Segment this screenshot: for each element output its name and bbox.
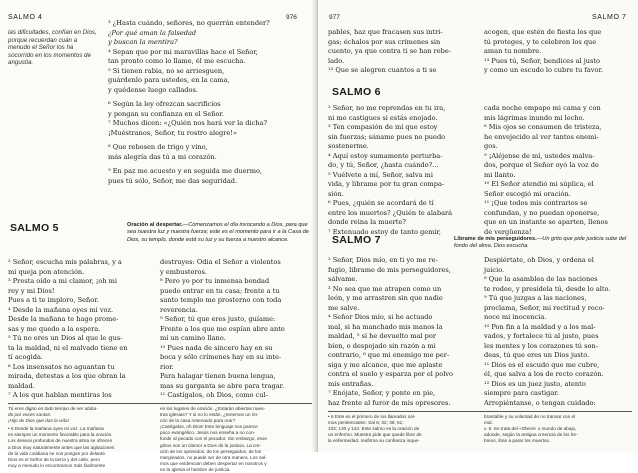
- verse-line: mal, si ha manchado mis manos la: [328, 322, 443, 331]
- verse-line: me salve.: [328, 303, 360, 312]
- verse-line: ⁷ Extenuado estoy de tanto gemir,: [328, 227, 442, 236]
- footnote-line: en la Iglesia el hambre de justicia.: [160, 466, 231, 472]
- footnotes-left-column-1: [8, 406, 154, 469]
- verse-line: haz frente al furor de mis opresores.: [328, 398, 451, 407]
- footnote-divider: [8, 403, 312, 404]
- footnote-line: mal.: [484, 420, 493, 426]
- verse-line: deas, tú que eres un Dios justo.: [484, 351, 590, 359]
- verse-line: ² Señor, escucha mis palabras, y a: [8, 258, 122, 266]
- verse-line: sostenerme.: [328, 142, 369, 150]
- verse-line: lado.: [328, 56, 345, 65]
- verse-line: Pues a ti te imploro, Señor.: [8, 296, 99, 304]
- running-header-left: SALMO 4: [8, 14, 43, 21]
- psalm-4-verses: [108, 19, 313, 186]
- footnote-line: de la vida cotidiana se nos pongan por delante.: [8, 450, 107, 456]
- running-header-right: SALMO 7: [592, 14, 627, 21]
- verse-line: mas su garganta se abre para tragar.: [160, 381, 285, 390]
- verse-line: mi llanto.: [484, 170, 516, 179]
- footnote-line: v. 6. Se trata del «Sheol» o mundo de abajo,: [484, 426, 577, 432]
- verse-line: ⁷ A los que hablan mentiras los: [8, 391, 112, 399]
- footnotes-left-column-2: [160, 406, 312, 473]
- verse-line: ⁹ Señor, tú que eres justo, guíame:: [160, 315, 276, 323]
- verse-line: vida, y librame por tu gran compa-: [328, 180, 445, 188]
- verse-line: Señor escogió mi oración.: [484, 189, 571, 198]
- verse-line: ⁹ En paz me acuesto y en seguida me duermo,: [108, 167, 263, 175]
- footnote-line: a Dios muy naturalmente antes que las agitaciones: [8, 444, 115, 450]
- verse-line: mirada, detestas a los que obran la: [8, 372, 126, 380]
- verse-line: ⁸ Mis ojos se consumen de tristeza,: [484, 123, 602, 131]
- verse-line: maldad.: [8, 381, 35, 390]
- verse-line: ¹³ Pues tú, Señor, bendices al justo: [484, 56, 600, 65]
- verse-line: tú proteges, y te celebren los que: [484, 37, 597, 46]
- verse-line: que en un instante se aparten, llenos: [484, 218, 608, 226]
- verse-line: aman tu nombre.: [484, 47, 542, 55]
- verse-line: Para halagar tienen buena lengua,: [160, 372, 276, 380]
- footnotes-right-column-2: [484, 414, 632, 444]
- verse-line: siempre para castigar.: [484, 389, 559, 397]
- psalm-7-title: SALMO 7: [332, 234, 381, 246]
- footnote-line: adonde, según la antigua creencia de los he-: [484, 432, 578, 438]
- psalm-7-intro: [454, 236, 630, 251]
- verse-line: ⁴ Señor Dios mío, si he actuado: [328, 313, 433, 321]
- psalm-5-column-2: [160, 258, 312, 401]
- verse-line: mis lágrimas inundo mi lecho.: [484, 113, 585, 122]
- footnote-line: breos, iban a parar los muertos.: [484, 438, 551, 444]
- footnote-line: gritos son un clamor a Dios de la justicia. La cre-: [160, 442, 262, 448]
- footnote-line: • 5 Desde la mañana oyes mi voz. La mañana: [8, 426, 104, 432]
- verse-line: rior.: [160, 362, 174, 371]
- verse-line: cada noche empapo mi cama y con: [484, 104, 601, 112]
- verse-line: ⁷ Enójate, Señor, y ponte en pie,: [328, 389, 436, 397]
- verse-line: ⁵ Vuélvete a mí, Señor, salva mi: [328, 170, 433, 179]
- left-page: [0, 0, 318, 472]
- verse-line: ² Señor, Dios mío, en ti yo me re-: [328, 256, 438, 264]
- verse-line: sas y me quedo a la espera.: [8, 324, 101, 333]
- footnote-line: brantable y su voluntad de no transar con el: [484, 414, 576, 419]
- psalm-7-intro-heading: Librame de mis perseguidores.: [454, 236, 537, 242]
- verse-line: mí un camino llano.: [160, 334, 226, 342]
- verse-line: ¹⁰ El Señor atendió mi súplica, el: [484, 180, 594, 188]
- footnote-line: Tú eres digno en todo tiempo de ser alaba-: [8, 406, 98, 411]
- footnote-line: muy a menudo lo encontramos más fácilmente: [8, 462, 106, 468]
- footnote-line: un enfermo. Muestra pide que quede libre de: [328, 432, 422, 438]
- verse-line: ni me castigues si estás enojado.: [328, 113, 438, 122]
- verse-line: guárdenlo para ustedes, en la cama,: [108, 76, 230, 84]
- footnote-line: la enfermedad, reafirma su confianza inque-: [328, 438, 420, 444]
- footnote-line: do por voces santas.: [8, 412, 52, 418]
- verse-line: vados, y fortalece tú al justo, pues: [484, 332, 599, 340]
- verse-line: dos, porque el Señor oyó la voz de: [484, 161, 599, 169]
- verse-line: confundan, y no puedan oponerse,: [484, 208, 600, 217]
- verse-line: te rodee, y presídela tú, desde lo alto.: [484, 284, 611, 293]
- verse-line: ⁴ Sepan que por mi maravillas hace el Señor,: [108, 47, 258, 56]
- verse-line: cuento, ya que contra ti se han rebe-: [328, 47, 452, 55]
- verse-line: ⁶ Según la ley ofrezcan sacrificios: [108, 100, 221, 108]
- verse-line: sin fuerzas; sáname pues no puedo: [328, 132, 446, 141]
- verse-line: ³ No sea que me atrapen como un: [328, 284, 442, 293]
- footnote-line: Los deseos profundos de nuestra alma se ofrecen: [8, 438, 113, 444]
- verse-line: y embusteros.: [160, 267, 207, 276]
- psalm-6-column-1: [328, 104, 476, 237]
- verse-line: contrario, ⁶ que mi enemigo me per-: [328, 351, 450, 359]
- verse-line: Frente a los que me espían abre ante: [160, 324, 285, 333]
- margin-note: las dificultades, confían en Dios, porque recuerdan cuán a menudo el Señor los ha socorrido en los momentos de angustia.: [8, 29, 97, 67]
- verse-line: ³ Ten compasión de mí que estoy: [328, 123, 438, 131]
- footnote-line: en los lugares de oración. ¿Estarán abiertas nues-: [160, 406, 266, 411]
- psalm-5-continued-column-1: [328, 28, 476, 76]
- verse-line: ³ Presta oído a mi clamor, ¡oh mi: [8, 277, 118, 285]
- footnote-line: es siempre un momento favorable para la oración.: [8, 432, 113, 438]
- verse-line: Arrepiéntanse, o tengan cuidado:: [484, 398, 596, 407]
- verse-line: gas; échalos por sus crímenes sin: [328, 37, 441, 46]
- verse-line: do, y tú, Señor, ¿hasta cuándo?...: [328, 161, 439, 169]
- verse-line: ¹¹ Castígalos, oh Dios, como cul-: [160, 391, 268, 399]
- verse-line: él, que salva a los de recto corazón.: [484, 370, 604, 378]
- footnote-line: fundir al pecado con el pecador. Sin embargo, esos: [160, 436, 267, 442]
- page-number-right: 977: [329, 14, 340, 21]
- footnote-line: mos penitenciales: Sal 6; 32; 38; 51;: [328, 420, 404, 426]
- verse-line: y quédense luego callados.: [108, 85, 198, 94]
- footnotes-right-column-1: [328, 414, 476, 444]
- footnote-line: 102; 130 y 143. Este salmo es la oración de: [328, 426, 420, 432]
- verse-line: ¹⁰ Pon fin a la maldad y a los mal-: [484, 322, 596, 331]
- psalm-5-intro-text: —Comenzamos el día invocando a Dios, para que sea nuestra luz y nuestra fuerza; este es el momento para ir a la Casa de Dios, su templo, donde está su luz y su fuerza a nuestro alcance.: [127, 222, 309, 243]
- verse-line: Desde la mañana te hago prome-: [8, 315, 119, 323]
- verse-line: ¿Por qué aman la falsedad: [108, 28, 197, 37]
- verse-line: maldad, ⁵ si he devuelto mal por: [328, 332, 436, 340]
- verse-line: mis entrañas.: [328, 379, 374, 388]
- verse-line: ⁹ Tú que juzgas a las naciones,: [484, 294, 587, 302]
- verse-line: ⁷ Muchos dicen: «¿Quién nos hará ver la dicha?: [108, 119, 267, 127]
- verse-line: ¹⁰ Pues nada de sincero hay en su: [160, 343, 273, 352]
- verse-line: donde reina la muerte?: [328, 218, 406, 226]
- psalm-7-intro-text: —Un grito que pide justicia sube del fondo del alma. Dios escucha.: [454, 236, 627, 250]
- page-number-left: 976: [286, 14, 297, 21]
- psalm-5-continued-column-2: [484, 28, 632, 76]
- footnote-divider: [328, 411, 632, 412]
- verse-line: y como un escudo lo cubre tu favor.: [484, 66, 603, 74]
- verse-line: les mentes y los corazones tú son-: [484, 341, 598, 350]
- verse-line: he envejecido al ver tantos enemi-: [484, 132, 599, 141]
- verse-line: ² Señor, no me reprendas en tu ira,: [328, 104, 446, 112]
- verse-line: ¹¹ ¡Que todos mis contrarios se: [484, 199, 588, 207]
- verse-line: gos.: [484, 142, 498, 150]
- verse-line: de vergüenza!: [484, 227, 532, 236]
- verse-line: boca y sólo crímenes hay en su inte-: [160, 353, 282, 361]
- verse-line: rey y mi Dios!: [8, 286, 55, 295]
- verse-line: pues tú sólo, Señor, me das seguridad.: [108, 176, 238, 185]
- verse-line: ⁸ Que rebosen de trigo y vino,: [108, 143, 208, 151]
- verse-line: ⁶ Pues, ¿quién se acordará de tí: [328, 199, 434, 207]
- verse-line: ta la maldad, ni el malvado tiene en: [8, 343, 128, 352]
- verse-line: ⁴ Aquí estoy sumamente perturba-: [328, 151, 443, 160]
- psalm-5-title: SALMO 5: [10, 222, 59, 234]
- verse-line: puedo entrar en tu casa; frente a tu: [160, 286, 280, 295]
- footnote-line: ¡Castígalos, oh Dios! Este lenguaje nos parece: [160, 424, 258, 430]
- psalm-6-title: SALMO 6: [332, 86, 381, 98]
- verse-line: y buscan la mentira?: [108, 38, 178, 46]
- footnote-line: • 6 Este es el primero de los llamados sal-: [328, 414, 416, 419]
- verse-line: ⁶ Los insensatos no aguantan tu: [8, 362, 115, 371]
- verse-line: tí acogida.: [8, 353, 44, 361]
- verse-line: león, y me arrastren sin que nadie: [328, 294, 443, 302]
- verse-line: ³ ¿Hasta cuándo, señores, no querrán entender?: [108, 19, 270, 27]
- verse-line: ¹² Dios es un juez justo, atento: [484, 379, 586, 388]
- verse-line: acogen, que estén de fiesta los que: [484, 28, 602, 36]
- footnote-line: mos que evidencian deben despertar en nosotros y: [160, 460, 267, 466]
- verse-line: ⁸ Pero yo por tu inmensa bondad: [160, 277, 270, 285]
- verse-line: ¹² Que se alegren cuantos a ti se: [328, 66, 437, 74]
- verse-line: bien, o despojado sin razón a mi: [328, 341, 436, 350]
- verse-line: fugio, librame de mis perseguidores,: [328, 265, 451, 274]
- psalm-5-intro-heading: Oración al despertar.: [127, 222, 183, 228]
- verse-line: mi queja pon atención.: [8, 267, 85, 276]
- verse-line: entre los muertos? ¿Quién te alabará: [328, 208, 453, 217]
- verse-line: ⁵ Si tienen rabia, no se arriesguen,: [108, 66, 225, 75]
- verse-line: santo templo me prosterno con toda: [160, 296, 282, 304]
- verse-line: pables, haz que fracasen sus intri-: [328, 28, 443, 36]
- verse-line: y pongan su confianza en el Señor.: [108, 109, 224, 118]
- psalm-7-column-1: [328, 256, 476, 408]
- verse-line: más alegría das tú a mi corazón.: [108, 152, 217, 161]
- verse-line: noce mi inocencia.: [484, 313, 547, 321]
- verse-line: contra el suelo y esparza por el polvo: [328, 370, 454, 378]
- verse-line: siga y me alcance, que me aplaste: [328, 360, 443, 369]
- verse-line: destruyes: Odia el Señor a violentos: [160, 258, 281, 266]
- footnote-line: ción de los oprimidos, de los perseguidos, de los: [160, 448, 262, 454]
- footnote-line: Dios es el Señor de la tierra y del cielo, pero: [8, 456, 100, 462]
- verse-line: Despiértate, oh Dios, y ordena el: [484, 256, 594, 264]
- verse-line: ⁹ ¡Aléjense de mí, ustedes malva-: [484, 151, 595, 160]
- verse-line: proclama, Señor, mi rectitud y reco-: [484, 303, 605, 312]
- right-page: [318, 0, 638, 452]
- psalm-6-column-2: [484, 104, 632, 237]
- verse-line: ¡Muéstranos, Señor, tu rostro alegre!»: [108, 128, 237, 137]
- footnote-line: cón de la casa reservado para orar?: [160, 418, 236, 424]
- psalm-5-column-1: [8, 258, 154, 401]
- footnote-line: tras iglesias? Y si no lo están, ¿tenemos un rin-: [160, 412, 259, 418]
- verse-line: tan pronto como lo llame, él me escucha.: [108, 57, 246, 65]
- psalm-5-intro: [127, 222, 312, 244]
- footnote-line: poco evangélico. Jesús nos enseña a no con-: [160, 430, 256, 436]
- verse-line: reverencia.: [160, 305, 198, 314]
- footnote-line: marginados, no puede ser de otra manera. Los sal-: [160, 454, 267, 460]
- verse-line: ⁸ Que la asamblea de las naciones: [484, 275, 598, 283]
- verse-line: ⁴ Desde la mañana oyes mi voz.: [8, 305, 114, 314]
- verse-line: sálvame.: [328, 275, 358, 283]
- verse-line: sión.: [328, 189, 344, 198]
- psalm-7-column-2: [484, 256, 632, 408]
- verse-line: ¹¹ Dios es el escudo que me cubre,: [484, 360, 600, 369]
- verse-line: ⁵ Tú no eres un Dios al que le gus-: [8, 334, 123, 342]
- verse-line: juicio.: [484, 265, 505, 274]
- footnote-line: ¡Hijo de Dios que das la vida!: [8, 418, 69, 424]
